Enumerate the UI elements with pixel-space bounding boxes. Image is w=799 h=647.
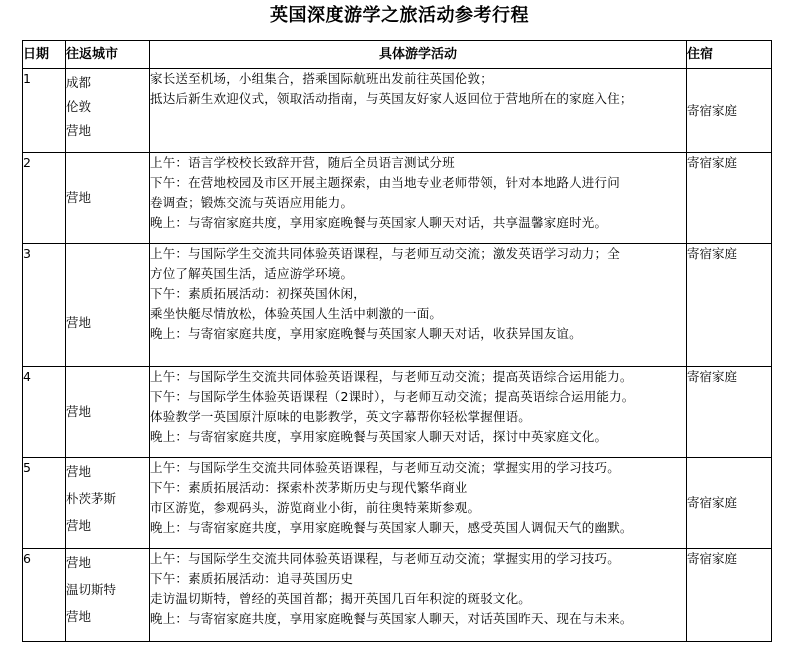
header-stay: 住宿 bbox=[687, 41, 772, 69]
page-title: 英国深度游学之旅活动参考行程 bbox=[270, 5, 529, 26]
city-name: 营地 bbox=[66, 404, 92, 419]
stay-text: 寄宿家庭 bbox=[687, 246, 738, 261]
city-name: 营地 bbox=[66, 609, 92, 624]
city-name: 营地 bbox=[66, 464, 92, 479]
activity-cell bbox=[150, 69, 687, 153]
stay-cell bbox=[687, 244, 772, 367]
day-cell: 5 bbox=[23, 458, 66, 549]
activity-line: 上午：语言学校校长致辞开营，随后全员语言测试分班 bbox=[150, 155, 455, 170]
city-cell bbox=[66, 69, 150, 153]
stay-cell bbox=[687, 153, 772, 244]
city-name: 营地 bbox=[66, 518, 92, 533]
activity-cell bbox=[150, 458, 687, 549]
stay-text: 寄宿家庭 bbox=[687, 551, 738, 566]
activity-line: 乘坐快艇尽情放松，体验英国人生活中刺激的一面。 bbox=[150, 306, 443, 321]
activity-line: 上午：与国际学生交流共同体验英语课程，与老师互动交流；激发英语学习动力；全 bbox=[150, 246, 620, 261]
activity-line: 走访温切斯特，曾经的英国首都；揭开英国几百年积淀的斑驳文化。 bbox=[150, 591, 532, 606]
activity-cell bbox=[150, 244, 687, 367]
stay-cell bbox=[687, 549, 772, 642]
stay-cell bbox=[687, 367, 772, 458]
city-name: 伦敦 bbox=[66, 99, 92, 114]
city-name: 营地 bbox=[66, 315, 92, 330]
header-day: 日期 bbox=[23, 41, 66, 69]
header-city: 往返城市 bbox=[66, 41, 150, 69]
stay-cell bbox=[687, 458, 772, 549]
table-row bbox=[23, 153, 772, 244]
stay-text: 寄宿家庭 bbox=[687, 369, 738, 384]
city-cell bbox=[66, 549, 150, 642]
activity-line: 下午：素质拓展活动：初探英国休闲， bbox=[150, 286, 366, 301]
stay-text: 寄宿家庭 bbox=[687, 102, 738, 118]
activity-line: 上午：与国际学生交流共同体验英语课程，与老师互动交流；掌握实用的学习技巧。 bbox=[150, 460, 620, 475]
activity-line: 体验教学一英国原汁原味的电影教学，英文字幕帮你轻松掌握俚语。 bbox=[150, 409, 532, 424]
city-name: 朴茨茅斯 bbox=[66, 491, 117, 506]
activity-line: 抵达后新生欢迎仪式，领取活动指南，与英国友好家人返回位于营地所在的家庭入住； bbox=[150, 91, 633, 106]
activity-line: 下午：素质拓展活动：探索朴茨茅斯历史与现代繁华商业 bbox=[150, 480, 468, 495]
city-name: 温切斯特 bbox=[66, 582, 117, 597]
activity-line: 下午：在营地校园及市区开展主题探索，由当地专业老师带领，针对本地路人进行问 bbox=[150, 175, 620, 190]
table-row bbox=[23, 549, 772, 642]
activity-line: 市区游览，参观码头，游览商业小街，前往奥特莱斯参观。 bbox=[150, 500, 481, 515]
activity-line: 卷调查；锻炼交流与英语应用能力。 bbox=[150, 195, 354, 210]
city-name: 营地 bbox=[66, 123, 92, 138]
table-row bbox=[23, 458, 772, 549]
city-cell bbox=[66, 153, 150, 244]
table-row bbox=[23, 69, 772, 153]
activity-line: 下午：与国际学生体验英语课程（2课时），与老师互动交流；提高英语综合运用能力。 bbox=[150, 389, 635, 404]
city-cell bbox=[66, 458, 150, 549]
table-row bbox=[23, 367, 772, 458]
activity-line: 晚上：与寄宿家庭共度，享用家庭晚餐与英国家人聊天，感受英国人调侃天气的幽默。 bbox=[150, 520, 633, 535]
activity-line: 上午：与国际学生交流共同体验英语课程，与老师互动交流；提高英语综合运用能力。 bbox=[150, 369, 633, 384]
day-cell: 6 bbox=[23, 549, 66, 642]
activity-cell bbox=[150, 153, 687, 244]
stay-text: 寄宿家庭 bbox=[687, 155, 738, 170]
stay-text: 寄宿家庭 bbox=[687, 495, 738, 510]
table-row bbox=[23, 244, 772, 367]
activity-cell bbox=[150, 367, 687, 458]
stay-cell bbox=[687, 69, 772, 153]
day-cell: 1 bbox=[23, 69, 66, 153]
header-activity: 具体游学活动 bbox=[150, 41, 687, 69]
header-row bbox=[23, 41, 772, 69]
activity-line: 下午：素质拓展活动：追寻英国历史 bbox=[150, 571, 354, 586]
city-name: 营地 bbox=[66, 190, 92, 205]
city-cell bbox=[66, 244, 150, 367]
city-name: 成都 bbox=[66, 75, 92, 90]
activity-line: 晚上：与寄宿家庭共度，享用家庭晚餐与英国家人聊天对话，收获异国友谊。 bbox=[150, 326, 582, 341]
day-cell: 2 bbox=[23, 153, 66, 244]
day-cell: 3 bbox=[23, 244, 66, 367]
city-cell bbox=[66, 367, 150, 458]
city-name: 营地 bbox=[66, 555, 92, 570]
activity-line: 晚上：与寄宿家庭共度，享用家庭晚餐与英国家人聊天对话，共享温馨家庭时光。 bbox=[150, 215, 608, 230]
activity-line: 晚上：与寄宿家庭共度，享用家庭晚餐与英国家人聊天对话，探讨中英家庭文化。 bbox=[150, 429, 608, 444]
activity-line: 家长送至机场，小组集合，搭乘国际航班出发前往英国伦敦； bbox=[150, 71, 493, 86]
activity-line: 方位了解英国生活，适应游学环境。 bbox=[150, 266, 354, 281]
activity-cell bbox=[150, 549, 687, 642]
day-cell: 4 bbox=[23, 367, 66, 458]
itinerary-table bbox=[22, 40, 772, 642]
activity-line: 上午：与国际学生交流共同体验英语课程，与老师互动交流；掌握实用的学习技巧。 bbox=[150, 551, 620, 566]
activity-line: 晚上：与寄宿家庭共度，享用家庭晚餐与英国家人聊天，对话英国昨天、现在与未来。 bbox=[150, 611, 633, 626]
